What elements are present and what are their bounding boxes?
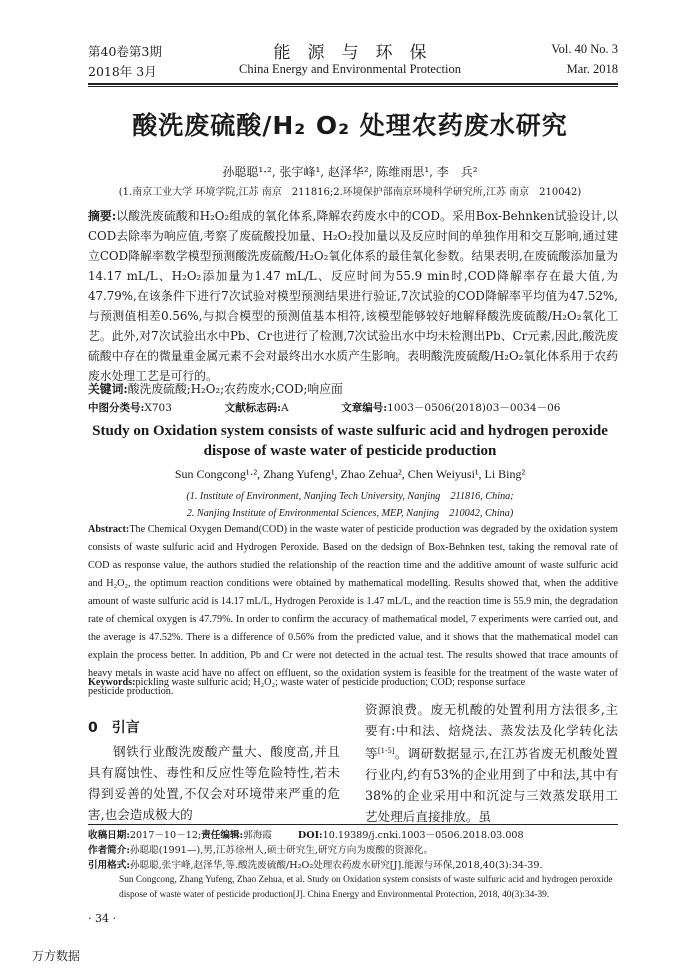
intro-left-column: 钢铁行业酸洗废酸产量大、酸度高,并且具有腐蚀性、毒性和反应性等危险特性,若未得到妥善的处置,不仅会对环境带来严重的危害,也会造成极大的 [88,744,340,822]
footnote-citation-zh [88,858,618,873]
keywords-en-text: pickling waste sulfuric acid; H₂O₂; waste water of pesticide production; COD; response surface [135,677,526,688]
affiliation-en-1: (1. Institute of Environment, Nanjing Tech University, Nanjing 211816, China; [186,491,514,502]
authors-zh: 孙聪聪¹·², 张宇峰¹, 赵泽华², 陈维雨思¹, 李 兵² [222,165,478,179]
doi-label: DOI: [297,830,323,841]
watermark-wanfang: 万方数据 [32,949,81,963]
footnote-citation-en: Sun Congcong, Zhang Yufeng, Zhao Zehua, et al. Study on Oxidation system consists of waste sulfuric acid and hydrogen peroxide dispose of waste water of pesticide production[J]. China Energy and Environmental Protection, 2018, 40(3):34-39. [119,875,613,900]
footnote-received [88,828,618,843]
clc-label: 中图分类号: [88,402,145,414]
section-heading [88,717,140,737]
paper-title-zh: 酸洗废硫酸/H₂ O₂ 处理农药废水研究 [132,111,568,140]
section-title: 引言 [111,720,140,736]
abstract-en-label: Abstract: [88,524,130,535]
intro-right-text-b: 。调研数据显示,在江苏省废无机酸处置行业内,约有53%的企业用到了中和法,其中有38%的企业采用中和沉淀与三效蒸发联用工艺处理后直接排放。虽 [365,746,618,825]
paper-title-en-line2: dispose of waste water of pesticide production [203,443,497,459]
received-date: 2017－10－12; [129,830,202,841]
editor-label: 责任编辑: [201,830,244,841]
keywords-zh-label: 关键词: [88,382,128,396]
date-en: Mar. 2018 [566,62,618,76]
doc-code-label: 文献标志码: [224,402,281,414]
volume-issue-zh: 第40卷第3期 [88,44,162,59]
article-number-value: 1003－0506(2018)03－0034－06 [387,402,561,414]
cite-zh-text: 孙聪聪,张宇峰,赵泽华,等.酸洗废硫酸/H₂O₂处理农药废水研究[J].能源与环保,2018,40(3):34-39. [129,860,543,871]
header-rule-bottom [88,86,618,87]
received-label: 收稿日期: [88,830,130,841]
classification-line [88,400,618,415]
keywords-en-label: Keywords: [88,677,136,688]
journal-name-zh: 能 源 与 环 保 [273,43,427,63]
intro-right-column [365,699,618,827]
article-number-label: 文章编号: [341,402,388,414]
citation-ref: [1-5] [377,747,395,755]
footnote-rule [88,824,618,825]
date-zh: 2018年 3月 [88,64,157,79]
keywords-zh-text: 酸洗废硫酸;H₂O₂;农药废水;COD;响应面 [127,382,343,396]
abstract-zh-label: 摘要: [88,209,117,223]
affiliation-en-2: 2. Nanjing Institute of Environmental Sciences, MEP, Nanjing 210042, China) [186,508,514,519]
bio-text: 孙聪聪(1991—),男,江苏徐州人,硕士研究生,研究方向为废酸的资源化。 [129,845,434,856]
intro-right-text-a: 资源浪费。废无机酸的处置利用方法很多,主要有:中和法、焙烧法、蒸发法及化学转化法等 [365,702,618,762]
bio-label: 作者简介: [88,845,130,856]
abstract-zh-text: 以酸洗废硫酸和H₂O₂组成的氧化体系,降解农药废水中的COD。采用Box-Behnken试验设计,以COD去除率为响应值,考察了废硫酸投加量、H₂O₂投加量以及反应时间的单独作用和交互影响,通过建立COD降解率数学模型预测酸洗废硫酸/H₂O₂氧化体系的最佳氧化参数。结果表明,在废硫酸添加量为14.17 mL/L、H₂O₂添加量为1.47 mL/L、反应时间为55.9 min时,COD降解率存在最大值,为47.79%,在该条件下进行7次试验对模型预测结果进行验证,7次试验的COD降解率平均值为47.52%,与预测值相差0.56%,与拟合模型的预测值基本相符,该模型能够较好地解释酸洗废硫酸/H₂O₂氧化工艺。此外,对7次试验出水中Pb、Cr也进行了检测,7次试验出水中均未检测出Pb、Cr元素,因此,酸洗废硫酸中存在的微量重金属元素不会对最终出水水质产生影响。表明酸洗废硫酸/H₂O₂氧化体系用于农药废水处理工艺是可行的。 [88,209,618,383]
keywords-en [88,674,618,692]
abstract-en-text: The Chemical Oxygen Demand(COD) in the waste water of pesticide production was degraded by the oxidation system consists of waste sulfuric acid and Hydrogen Peroxide. Based on the dedsign of Box-Behnken test, taking the removal rate of COD as response value, the authors studied the relationship of the reaction time and the additive amount of waste sulfuric acid and H₂O₂, the optimum reaction conditions were obtained by mathematical modelling. Results showed that, when the additive amount of waste sulfuric acid is 14.17 mL/L, Hydrogen Peroxide is 1.47 mL/L, and the reaction time is 55.9 min, the degradation rate of chemical oxygen is 47.79%. In order to confirm the accuracy of mathematical model, 7 experiments were carried out, and the average is 47.52%. There is a difference of 0.56% from the predicted value, and it shows that the mathematical model can explain the process better. In addition, Pb and Cr were not detected in the actual test. The results showed that trace amounts of heavy metals in waste acid have no affect on effluent, so the oxidation system is feasible for the treatment of the waste water of pesticide production. [88,524,618,697]
page-number: · 34 · [88,912,116,925]
volume-issue-en: Vol. 40 No. 3 [551,42,618,56]
keywords-zh [88,379,618,399]
journal-name-en: China Energy and Environmental Protection [239,62,461,76]
clc-value: X703 [144,402,172,414]
header-rule-top [88,83,618,85]
doc-code-value: A [281,402,289,414]
affiliation-zh: (1.南京工业大学 环境学院,江苏 南京 211816;2.环境保护部南京环境科学研究所,江苏 南京 210042) [118,187,582,198]
cite-label: 引用格式: [88,860,130,871]
doi-value: 10.19389/j.cnki.1003－0506.2018.03.008 [322,830,524,841]
abstract-zh [88,206,618,386]
footnote-author-bio [88,843,618,858]
editor-name: 郭海霞 [243,830,272,841]
paper-title-en-line1: Study on Oxidation system consists of waste sulfuric acid and hydrogen peroxide [92,423,608,439]
authors-en: Sun Congcong¹·², Zhang Yufeng¹, Zhao Zehua², Chen Weiyusi¹, Li Bing² [174,467,526,481]
section-number: 0 [88,720,98,736]
